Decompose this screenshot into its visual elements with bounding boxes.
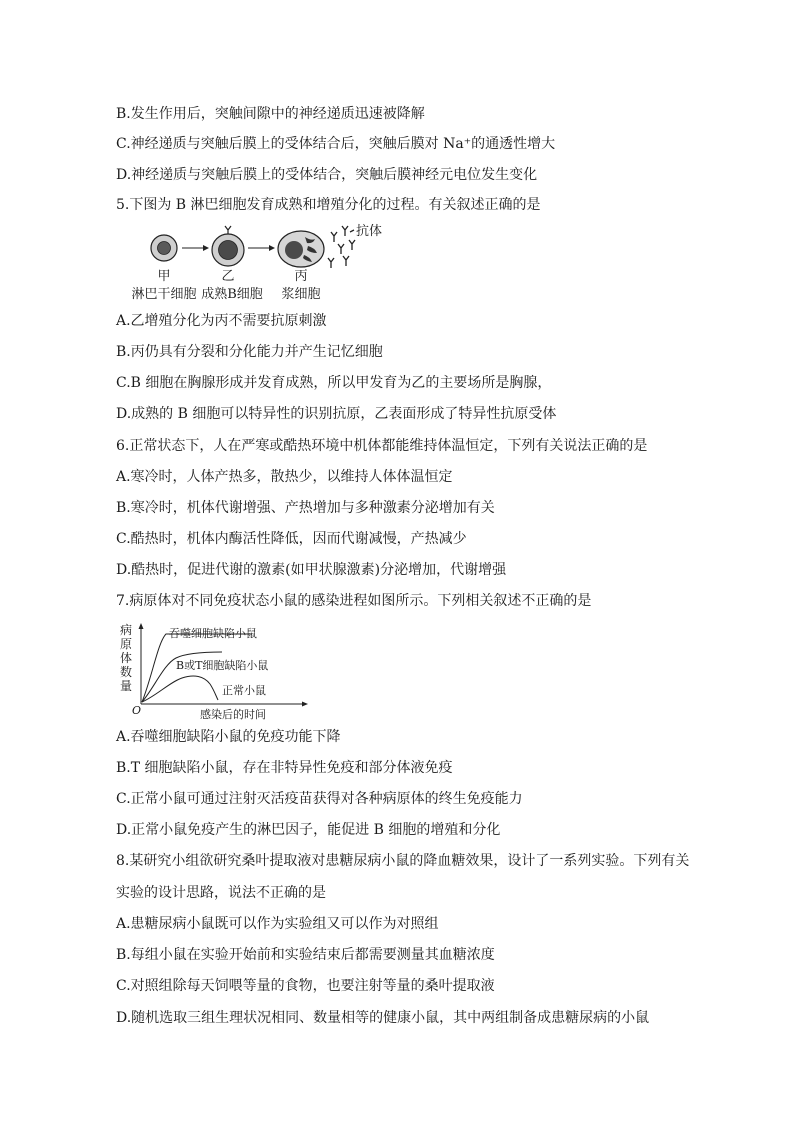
option-line: D.成熟的 B 细胞可以特异性的识别抗原，乙表面形成了特异性抗原受体 (116, 406, 557, 422)
y-axis-label-char: 体 (119, 651, 133, 665)
y-axis-label-char: 数 (119, 665, 133, 679)
option-line: D.神经递质与突触后膜上的受体结合，突触后膜神经元电位发生变化 (116, 167, 538, 183)
question-8-stem-cont: 实验的设计思路，说法不正确的是 (116, 885, 326, 901)
option-line: D.酷热时，促进代谢的激素(如甲状腺激素)分泌增加，代谢增强 (116, 562, 507, 578)
cell-nucleus-icon (158, 242, 171, 255)
option-line: C.B 细胞在胸腺形成并发育成熟，所以甲发育为乙的主要场所是胸腺， (116, 375, 552, 391)
question-5-stem: 5.下图为 B 淋巴细胞发育成熟和增殖分化的过程。有关叙述正确的是 (116, 197, 541, 213)
curve-label: 正常小鼠 (222, 684, 266, 697)
cell-name-label: 成熟B细胞 (201, 287, 263, 302)
origin-label: O (132, 704, 142, 717)
antibody-icon (328, 226, 355, 268)
antibody-label: 抗体 (356, 224, 383, 239)
infection-progress-graph (114, 622, 314, 722)
cell-name-label: 浆细胞 (281, 287, 321, 302)
y-axis-label-char: 病 (119, 623, 133, 637)
membrane-receptor-icon (225, 226, 231, 234)
curve-label: 吞噬细胞缺陷小鼠 (169, 627, 257, 640)
y-axis-label-char: 原 (119, 637, 133, 651)
option-line: A.寒冷时，人体产热多，散热少，以维持人体体温恒定 (116, 469, 453, 485)
y-axis-arrow-icon (139, 623, 144, 629)
x-axis-label: 感染后的时间 (200, 708, 266, 721)
cell-letter-label: 乙 (221, 269, 235, 284)
option-line: A.吞噬细胞缺陷小鼠的免疫功能下降 (116, 729, 341, 745)
option-line: B.T 细胞缺陷小鼠，存在非特异性免疫和部分体液免疫 (116, 760, 453, 776)
b-cell-development-figure (114, 222, 404, 306)
option-line: B.每组小鼠在实验开始前和实验结束后都需要测量其血糖浓度 (116, 947, 495, 963)
cell-nucleus-icon (285, 241, 303, 259)
cell-nucleus-icon (219, 241, 238, 260)
arrowhead-icon (269, 245, 275, 251)
option-line: C.酷热时，机体内酶活性降低，因而代谢减慢，产热减少 (116, 531, 467, 547)
option-line: B.丙仍具有分裂和分化能力并产生记忆细胞 (116, 344, 383, 360)
option-line: C.正常小鼠可通过注射灭活疫苗获得对各种病原体的终生免疫能力 (116, 791, 523, 807)
option-line: B.发生作用后，突触间隙中的神经递质迅速被降解 (116, 106, 425, 122)
option-line: D.随机选取三组生理状况相同、数量相等的健康小鼠，其中两组制备成患糖尿病的小鼠 (116, 1010, 650, 1026)
option-line: A.患糖尿病小鼠既可以作为实验组又可以作为对照组 (116, 916, 439, 932)
cell-name-label: 淋巴干细胞 (131, 287, 197, 302)
question-6-stem: 6.正常状态下，人在严寒或酷热环境中机体都能维持体温恒定，下列有关说法正确的是 (116, 438, 648, 454)
option-line: D.正常小鼠免疫产生的淋巴因子，能促进 B 细胞的增殖和分化 (116, 822, 501, 838)
option-line: C.神经递质与突触后膜上的受体结合后，突触后膜对 Na⁺的通透性增大 (116, 136, 556, 152)
y-axis-label-char: 量 (119, 679, 133, 693)
arrowhead-icon (203, 245, 209, 251)
curve-normal (142, 676, 218, 702)
curve-label: B或T细胞缺陷小鼠 (176, 659, 269, 672)
cell-letter-label: 甲 (157, 269, 171, 284)
x-axis-arrow-icon (302, 702, 308, 707)
option-line: A.乙增殖分化为丙不需要抗原刺激 (116, 313, 327, 329)
option-line: C.对照组除每天饲喂等量的食物，也要注射等量的桑叶提取液 (116, 978, 495, 994)
cell-letter-label: 丙 (294, 269, 308, 284)
question-8-stem: 8.某研究小组欲研究桑叶提取液对患糖尿病小鼠的降血糖效果，设计了一系列实验。下列有关 (116, 853, 690, 869)
question-7-stem: 7.病原体对不同免疫状态小鼠的感染进程如图所示。下列相关叙述不正确的是 (116, 593, 592, 609)
option-line: B.寒冷时，机体代谢增强、产热增加与多种激素分泌增加有关 (116, 500, 495, 516)
